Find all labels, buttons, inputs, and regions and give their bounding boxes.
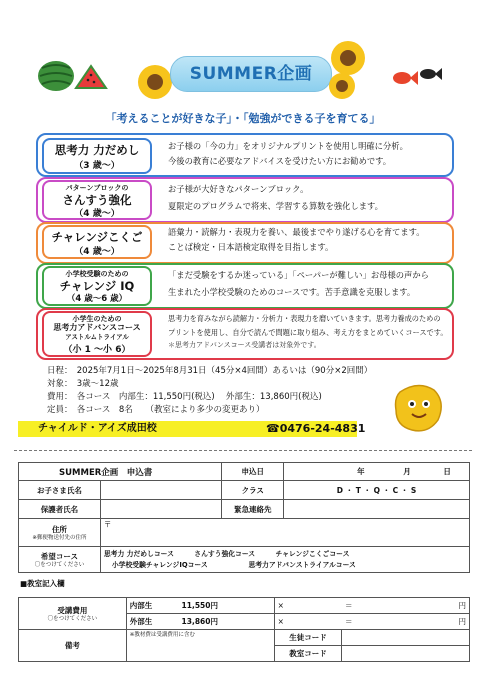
yen-unit: 円 bbox=[458, 601, 466, 610]
course-card-advance bbox=[42, 311, 152, 357]
internal-times[interactable] bbox=[274, 598, 342, 614]
external-total[interactable] bbox=[342, 614, 470, 630]
course-label: 希望コース bbox=[40, 551, 78, 561]
equals-sign: ＝ bbox=[344, 617, 353, 626]
course-desc-line: 今後の教育に必要なアドバイスを受けたい方にお勧めです。 bbox=[168, 156, 392, 166]
times-sign: × bbox=[277, 601, 284, 610]
course-options-line2: 小学校受験チャレンジIQコース 思考力アドバンストライアルコース bbox=[111, 560, 356, 569]
internal-label: 内部生 bbox=[129, 601, 153, 610]
course-name: 思考力 力だめし bbox=[54, 143, 140, 157]
sunflower-illustration-right bbox=[320, 40, 370, 100]
emergency-contact-field[interactable] bbox=[284, 500, 470, 519]
apply-date-label: 申込日 bbox=[222, 463, 284, 481]
course-label-cell bbox=[19, 547, 101, 573]
fee-label-cell bbox=[19, 598, 127, 630]
course-options[interactable] bbox=[100, 547, 469, 573]
class-label: クラス bbox=[222, 481, 284, 500]
school-code-label: 教室コード bbox=[274, 646, 342, 662]
internal-fee-option[interactable] bbox=[126, 598, 274, 614]
watermelon-illustration bbox=[36, 58, 108, 92]
application-form bbox=[18, 462, 470, 573]
guardian-name-field[interactable] bbox=[100, 500, 221, 519]
course-grades: （4 歳～6 歳） bbox=[66, 294, 128, 304]
yen-unit: 円 bbox=[458, 617, 466, 626]
course-name: さんすう強化 bbox=[62, 193, 132, 207]
guardian-name-label: 保護者氏名 bbox=[19, 500, 101, 519]
postal-mark: 〒 bbox=[103, 520, 112, 529]
staff-section-heading: ■教室記入欄 bbox=[20, 579, 65, 588]
course-grades: （小 1 ～小 6） bbox=[63, 345, 131, 355]
fee-note: 〇をつけてください bbox=[47, 615, 98, 622]
course-grades: （3 歳～） bbox=[74, 161, 120, 171]
course-card-math bbox=[42, 180, 152, 220]
course-desc-line: プリントを使用し、自分で読んで問題に取り組み、考え方をまとめていくコースです。 bbox=[168, 328, 448, 337]
course-suffix: アストルムトライアル bbox=[65, 333, 129, 341]
course-card-thinking bbox=[42, 138, 152, 174]
address-label: 住所 bbox=[51, 524, 67, 534]
remarks-field[interactable] bbox=[126, 630, 274, 662]
course-prefix: 小学生のための bbox=[72, 315, 122, 323]
child-name-field[interactable] bbox=[100, 481, 221, 500]
course-grades: （4 歳～） bbox=[74, 209, 120, 219]
goldfish-illustration bbox=[388, 62, 444, 92]
address-label-cell bbox=[19, 519, 101, 547]
course-name: 思考力アドバンスコース bbox=[53, 323, 141, 332]
info-target: 対象： 3歳～12歳 bbox=[47, 379, 119, 389]
school-code-field[interactable] bbox=[342, 646, 470, 662]
course-prefix: パターンブロックの bbox=[65, 184, 129, 192]
external-times[interactable] bbox=[274, 614, 342, 630]
external-fee: 13,860円 bbox=[181, 617, 218, 626]
fee-label: 受講費用 bbox=[57, 605, 88, 615]
course-desc-line: 語彙力・読解力・表現力を養い、最後までやり遂げる心を育てます。 bbox=[168, 227, 425, 237]
internal-total[interactable] bbox=[342, 598, 470, 614]
course-desc-line: 夏限定のプログラムで将来、学習する算数を強化します。 bbox=[168, 201, 383, 211]
course-name: チャレンジこくご bbox=[51, 230, 143, 244]
course-grades: （4 歳～） bbox=[74, 247, 120, 257]
info-fee: 費用： 各コース 内部生：11,550円(税込) 外部生：13,860円(税込) bbox=[47, 392, 322, 402]
remarks-note: ※教材費は受講費用に含む bbox=[129, 632, 195, 638]
course-desc-line: お子様が大好きなパターンブロック。 bbox=[168, 184, 309, 194]
tagline: 「考えることが好きな子」・「勉強ができる子を育てる」 bbox=[105, 112, 381, 125]
internal-fee: 11,550円 bbox=[181, 601, 218, 610]
school-name: チャイルド・アイズ成田校 bbox=[38, 423, 157, 434]
course-desc-line: ＊思考力アドバンスコース受講者は対象外です。 bbox=[168, 341, 321, 349]
form-title: SUMMER企画 申込書 bbox=[19, 463, 222, 481]
course-name: チャレンジ IQ bbox=[59, 279, 135, 293]
student-code-field[interactable] bbox=[342, 630, 470, 646]
date-day: 日 bbox=[443, 467, 451, 476]
info-capacity: 定員： 各コース 8名 （教室により多少の変更あり） bbox=[47, 405, 265, 415]
course-prefix: 小学校受験のための bbox=[65, 270, 129, 278]
title-banner bbox=[170, 56, 332, 92]
address-note: ※郵便物送付先の住所 bbox=[32, 534, 87, 541]
course-desc-line: ことば検定・日本語検定取得を目指します。 bbox=[168, 242, 334, 252]
course-options-line1: 思考力 力だめしコース さんすう強化コース チャレンジこくごコース bbox=[103, 549, 350, 558]
mascot-illustration bbox=[388, 380, 448, 436]
external-fee-option[interactable] bbox=[126, 614, 274, 630]
times-sign: × bbox=[277, 617, 284, 626]
info-dates: 日程： 2025年7月1日～2025年8月31日（45分×4回間）あるいは（90分×2回間） bbox=[47, 366, 373, 376]
course-note: 〇をつけてください bbox=[34, 561, 85, 568]
remarks-label: 備考 bbox=[19, 630, 127, 662]
emergency-contact-label: 緊急連絡先 bbox=[222, 500, 284, 519]
course-desc-line: お子様の「今の力」をオリジナルプリントを使用し明確に分析。 bbox=[168, 141, 408, 151]
equals-sign: ＝ bbox=[344, 601, 353, 610]
external-label: 外部生 bbox=[129, 617, 153, 626]
school-bar bbox=[18, 421, 366, 437]
address-field[interactable] bbox=[100, 519, 469, 547]
apply-date-field[interactable] bbox=[284, 463, 470, 481]
cut-line bbox=[14, 450, 472, 451]
student-code-label: 生徒コード bbox=[274, 630, 342, 646]
class-options[interactable]: D ・ T ・ Q ・ C ・ S bbox=[284, 481, 470, 500]
child-name-label: お子さま氏名 bbox=[19, 481, 101, 500]
date-year: 年 bbox=[357, 467, 365, 476]
course-card-japanese bbox=[42, 225, 152, 259]
school-phone[interactable]: ☎0476-24-4831 bbox=[266, 422, 366, 435]
sunflower-illustration-left bbox=[135, 62, 175, 102]
date-month: 月 bbox=[403, 467, 411, 476]
course-desc-line: 思考力を育みながら読解力・分析力・表現力を磨いていきます。思考力養成のための bbox=[168, 314, 441, 323]
page-title: SUMMER企画 bbox=[189, 64, 313, 84]
course-desc-line: 生まれた小学校受験のためのコースです。苦手意識を克服します。 bbox=[168, 287, 416, 297]
course-card-iq bbox=[42, 266, 152, 306]
staff-form bbox=[18, 597, 470, 662]
course-desc-line: 「まだ受験をするか迷っている」「ペーパーが難しい」お母様の声から bbox=[168, 270, 429, 280]
